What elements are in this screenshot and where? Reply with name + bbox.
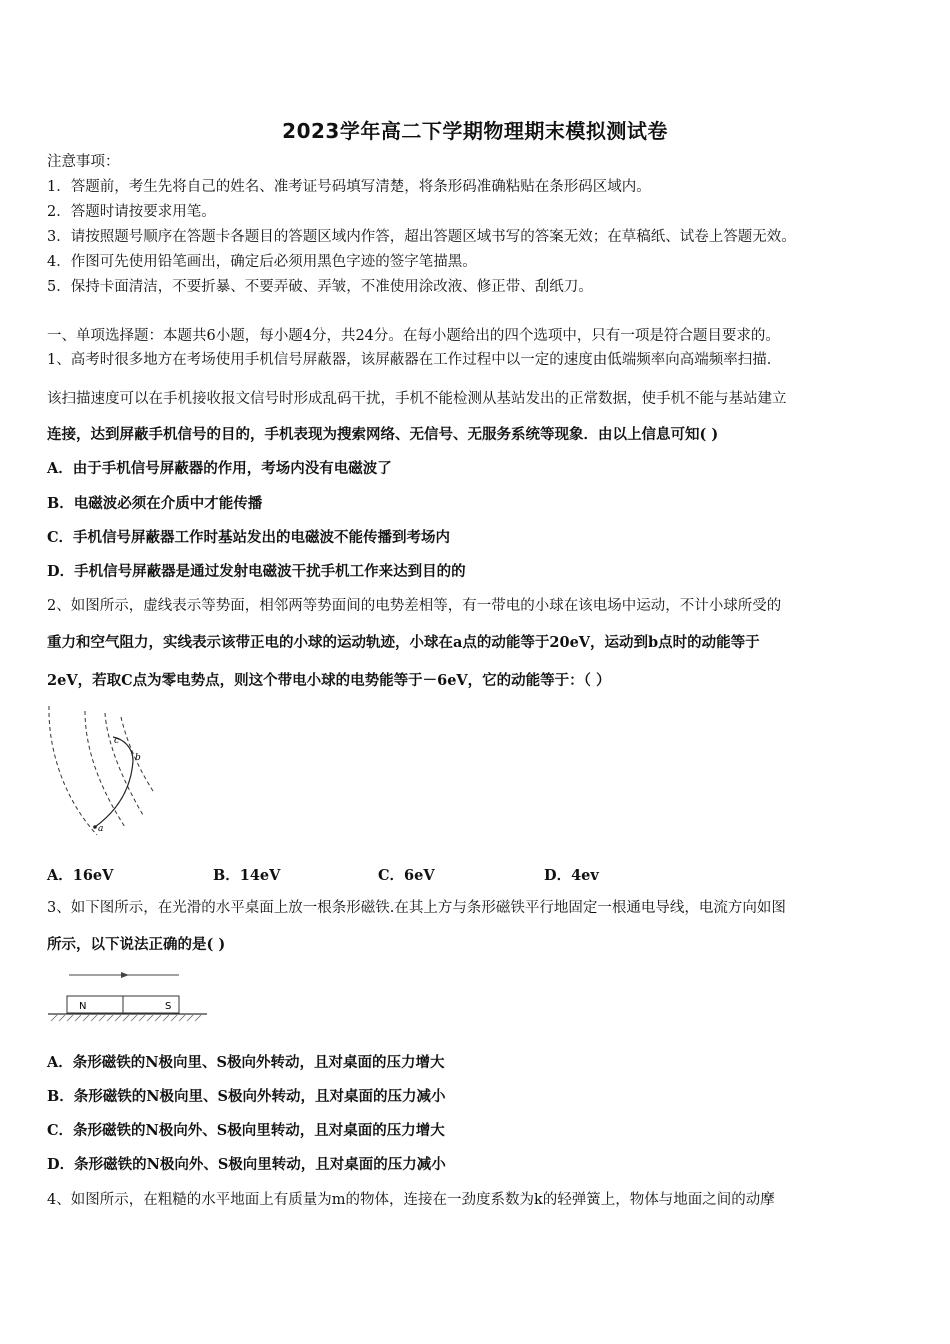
magnet-label-s: S	[165, 1001, 172, 1012]
q2-option-b: B．14eV	[213, 867, 281, 884]
equipotential-line	[85, 711, 125, 827]
q2-option-c: C．6eV	[378, 867, 435, 884]
notice-item: 3．请按照题号顺序在答题卡各题目的答题区域内作答，超出答题区域书写的答案无效；在草稿纸、试卷上答题无效。	[47, 229, 796, 245]
table-hatching	[51, 1015, 201, 1021]
current-arrow-icon	[121, 972, 129, 978]
q1-option-d: D．手机信号屏蔽器是通过发射电磁波干扰手机工作来达到目的的	[47, 563, 466, 580]
label-c: c	[114, 736, 120, 746]
q4-text: 4、如图所示，在粗糙的水平地面上有质量为m的物体，连接在一劲度系数为k的轻弹簧上，物体与地面之间的动摩	[47, 1192, 775, 1208]
equipotential-line	[49, 706, 97, 835]
q2-option-a: A．16eV	[47, 867, 114, 884]
q2-field-figure	[45, 703, 155, 838]
label-a: a	[98, 824, 104, 834]
q1-option-b: B．电磁波必须在介质中才能传播	[47, 495, 263, 512]
q3-text: 3、如下图所示，在光滑的水平桌面上放一根条形磁铁.在其上方与条形磁铁平行地固定一根通电导线，电流方向如图	[47, 900, 786, 916]
notice-heading: 注意事项：	[47, 154, 120, 170]
q2-text: 重力和空气阻力，实线表示该带正电的小球的运动轨迹，小球在a点的动能等于20eV，运动到b点时的动能等于	[47, 634, 760, 651]
page-title: 2023学年高二下学期物理期末模拟测试卷	[282, 119, 668, 143]
q1-option-c: C．手机信号屏蔽器工作时基站发出的电磁波不能传播到考场内	[47, 529, 451, 546]
q1-option-a: A．由于手机信号屏蔽器的作用，考场内没有电磁波了	[47, 460, 392, 477]
bar-magnet-n	[67, 996, 123, 1013]
q3-option-b: B．条形磁铁的N极向里、S极向外转动，且对桌面的压力减小	[47, 1088, 446, 1105]
point-a-dot	[93, 825, 97, 829]
q2-text: 2eV，若取C点为零电势点，则这个带电小球的电势能等于－6eV，它的动能等于：（ ）	[47, 672, 611, 689]
label-b: b	[135, 753, 141, 763]
q3-text: 所示，以下说法正确的是( )	[47, 936, 226, 953]
q3-option-c: C．条形磁铁的N极向外、S极向里转动，且对桌面的压力增大	[47, 1122, 445, 1139]
q3-option-d: D．条形磁铁的N极向外、S极向里转动，且对桌面的压力减小	[47, 1156, 446, 1173]
q1-text: 该扫描速度可以在手机接收报文信号时形成乱码干扰，手机不能检测从基站发出的正常数据，使手机不能与基站建立	[47, 391, 787, 407]
notice-item: 5．保持卡面清洁，不要折暴、不要弄破、弄皱，不准使用涂改液、修正带、刮纸刀。	[47, 279, 593, 295]
notice-item: 2．答题时请按要求用笔。	[47, 204, 216, 220]
q1-text: 1、高考时很多地方在考场使用手机信号屏蔽器，该屏蔽器在工作过程中以一定的速度由低端频率向高端频率扫描．	[47, 352, 782, 368]
q3-magnet-figure	[45, 966, 210, 1024]
q2-text: 2、如图所示，虚线表示等势面，相邻两等势面间的电势差相等，有一带电的小球在该电场中运动，不计小球所受的	[47, 598, 782, 614]
equipotential-line	[105, 713, 143, 815]
q3-option-a: A．条形磁铁的N极向里、S极向外转动，且对桌面的压力增大	[47, 1054, 445, 1071]
magnet-label-n: N	[79, 1001, 87, 1012]
notice-item: 1．答题前，考生先将自己的姓名、准考证号码填写清楚，将条形码准确粘贴在条形码区域内。	[47, 179, 651, 195]
notice-item: 4．作图可先使用铅笔画出，确定后必须用黑色字迹的签字笔描黑。	[47, 254, 477, 270]
q2-option-d: D．4ev	[544, 867, 599, 884]
section-heading: 一、单项选择题：本题共6小题，每小题4分，共24分。在每小题给出的四个选项中，只有一项是符合题目要求的。	[47, 328, 780, 344]
q1-text: 连接，达到屏蔽手机信号的目的，手机表现为搜索网络、无信号、无服务系统等现象．由以上信息可知( )	[47, 426, 719, 443]
q2-options	[47, 864, 917, 884]
